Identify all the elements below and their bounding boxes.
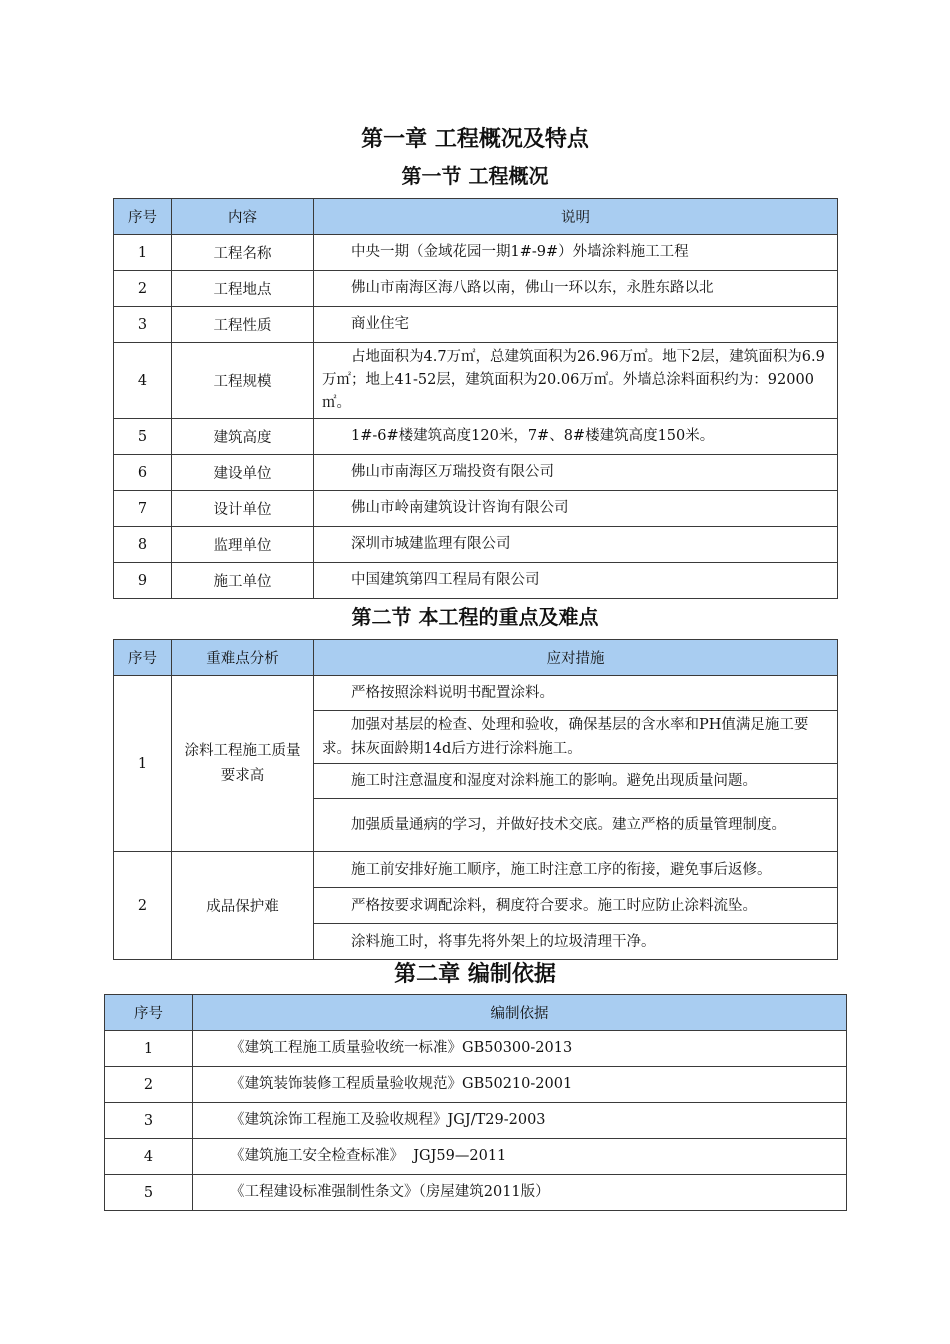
- table-row: [105, 1067, 847, 1103]
- difficulties-table: [113, 639, 838, 960]
- item-description: 佛山市南海区万瑞投资有限公司: [314, 455, 838, 491]
- row-number: 7: [114, 491, 172, 527]
- item-description: 佛山市南海区海八路以南，佛山一环以东，永胜东路以北: [314, 271, 838, 307]
- standard-name: 《建筑涂饰工程施工及验收规程》JGJ/T29-2003: [193, 1103, 847, 1139]
- item-label: 监理单位: [172, 527, 314, 563]
- table-row: [114, 419, 838, 455]
- row-number: 5: [105, 1175, 193, 1211]
- table-row: [105, 1031, 847, 1067]
- table-row: [105, 1139, 847, 1175]
- header-cell: 内容: [172, 199, 314, 235]
- row-number: 2: [114, 271, 172, 307]
- row-number: 3: [105, 1103, 193, 1139]
- row-number: 1: [114, 235, 172, 271]
- measure-text: 涂料施工时，将事先将外架上的垃圾清理干净。: [314, 924, 838, 960]
- item-label: 工程地点: [172, 271, 314, 307]
- header-cell: 应对措施: [314, 640, 838, 676]
- header-cell: 序号: [114, 640, 172, 676]
- row-number: 3: [114, 307, 172, 343]
- table-row: [114, 307, 838, 343]
- row-number: 2: [105, 1067, 193, 1103]
- measure-text: 加强质量通病的学习，并做好技术交底。建立严格的质量管理制度。: [314, 799, 838, 852]
- header-cell: 说明: [314, 199, 838, 235]
- standard-name: 《建筑工程施工质量验收统一标准》GB50300-2013: [193, 1031, 847, 1067]
- item-description: 占地面积为4.7万㎡，总建筑面积为26.96万㎡。地下2层，建筑面积为6.9万㎡；地上41-52层，建筑面积为20.06万㎡。外墙总涂料面积约为：92000㎡。: [314, 343, 838, 419]
- standard-name: 《工程建设标准强制性条文》（房屋建筑2011版）: [193, 1175, 847, 1211]
- section1-title: 第一节 工程概况: [401, 164, 549, 188]
- table-row: [105, 1175, 847, 1211]
- table-row: [114, 343, 838, 419]
- table-row: [105, 1103, 847, 1139]
- measure-text: 施工前安排好施工顺序，施工时注意工序的衔接，避免事后返修。: [314, 852, 838, 888]
- item-description: 深圳市城建监理有限公司: [314, 527, 838, 563]
- standard-name: 《建筑装饰装修工程质量验收规范》GB50210-2001: [193, 1067, 847, 1103]
- item-label: 设计单位: [172, 491, 314, 527]
- table-header-row: [114, 199, 838, 235]
- item-description: 商业住宅: [314, 307, 838, 343]
- row-number: 1: [105, 1031, 193, 1067]
- row-number: 6: [114, 455, 172, 491]
- table-row: [114, 235, 838, 271]
- item-label: 工程规模: [172, 343, 314, 419]
- measure-text: 严格按要求调配涂料，稠度符合要求。施工时应防止涂料流坠。: [314, 888, 838, 924]
- table-header-row: [114, 640, 838, 676]
- section2-title: 第二节 本工程的重点及难点: [351, 605, 599, 629]
- item-label: 工程性质: [172, 307, 314, 343]
- row-number: 8: [114, 527, 172, 563]
- chapter1-title: 第一章 工程概况及特点: [361, 127, 589, 152]
- row-number: 4: [105, 1139, 193, 1175]
- measure-text: 加强对基层的检查、处理和验收，确保基层的含水率和PH值满足施工要求。抹灰面龄期14d后方进行涂料施工。: [314, 711, 838, 764]
- header-cell: 序号: [114, 199, 172, 235]
- header-cell: 编制依据: [193, 995, 847, 1031]
- difficulty-analysis: 成品保护难: [172, 852, 314, 960]
- item-description: 中国建筑第四工程局有限公司: [314, 563, 838, 599]
- row-number: 1: [114, 676, 172, 852]
- table-row: [114, 852, 838, 888]
- table-row: [114, 491, 838, 527]
- item-label: 工程名称: [172, 235, 314, 271]
- item-description: 1#-6#楼建筑高度120米，7#、8#楼建筑高度150米。: [314, 419, 838, 455]
- measure-text: 施工时注意温度和湿度对涂料施工的影响。避免出现质量问题。: [314, 764, 838, 799]
- table-row: [114, 271, 838, 307]
- row-number: 4: [114, 343, 172, 419]
- basis-table: [104, 994, 847, 1211]
- chapter2-title: 第二章 编制依据: [394, 962, 556, 987]
- table-row: [114, 563, 838, 599]
- difficulty-analysis: 涂料工程施工质量要求高: [172, 676, 314, 852]
- standard-name: 《建筑施工安全检查标准》 JGJ59—2011: [193, 1139, 847, 1175]
- header-cell: 序号: [105, 995, 193, 1031]
- item-description: 佛山市岭南建筑设计咨询有限公司: [314, 491, 838, 527]
- row-number: 2: [114, 852, 172, 960]
- table-row: [114, 527, 838, 563]
- measure-text: 严格按照涂料说明书配置涂料。: [314, 676, 838, 711]
- table-header-row: [105, 995, 847, 1031]
- row-number: 9: [114, 563, 172, 599]
- item-label: 施工单位: [172, 563, 314, 599]
- item-description: 中央一期（金域花园一期1#-9#）外墙涂料施工工程: [314, 235, 838, 271]
- overview-table: [113, 198, 838, 599]
- table-row: [114, 455, 838, 491]
- row-number: 5: [114, 419, 172, 455]
- header-cell: 重难点分析: [172, 640, 314, 676]
- table-row: [114, 676, 838, 711]
- item-label: 建筑高度: [172, 419, 314, 455]
- item-label: 建设单位: [172, 455, 314, 491]
